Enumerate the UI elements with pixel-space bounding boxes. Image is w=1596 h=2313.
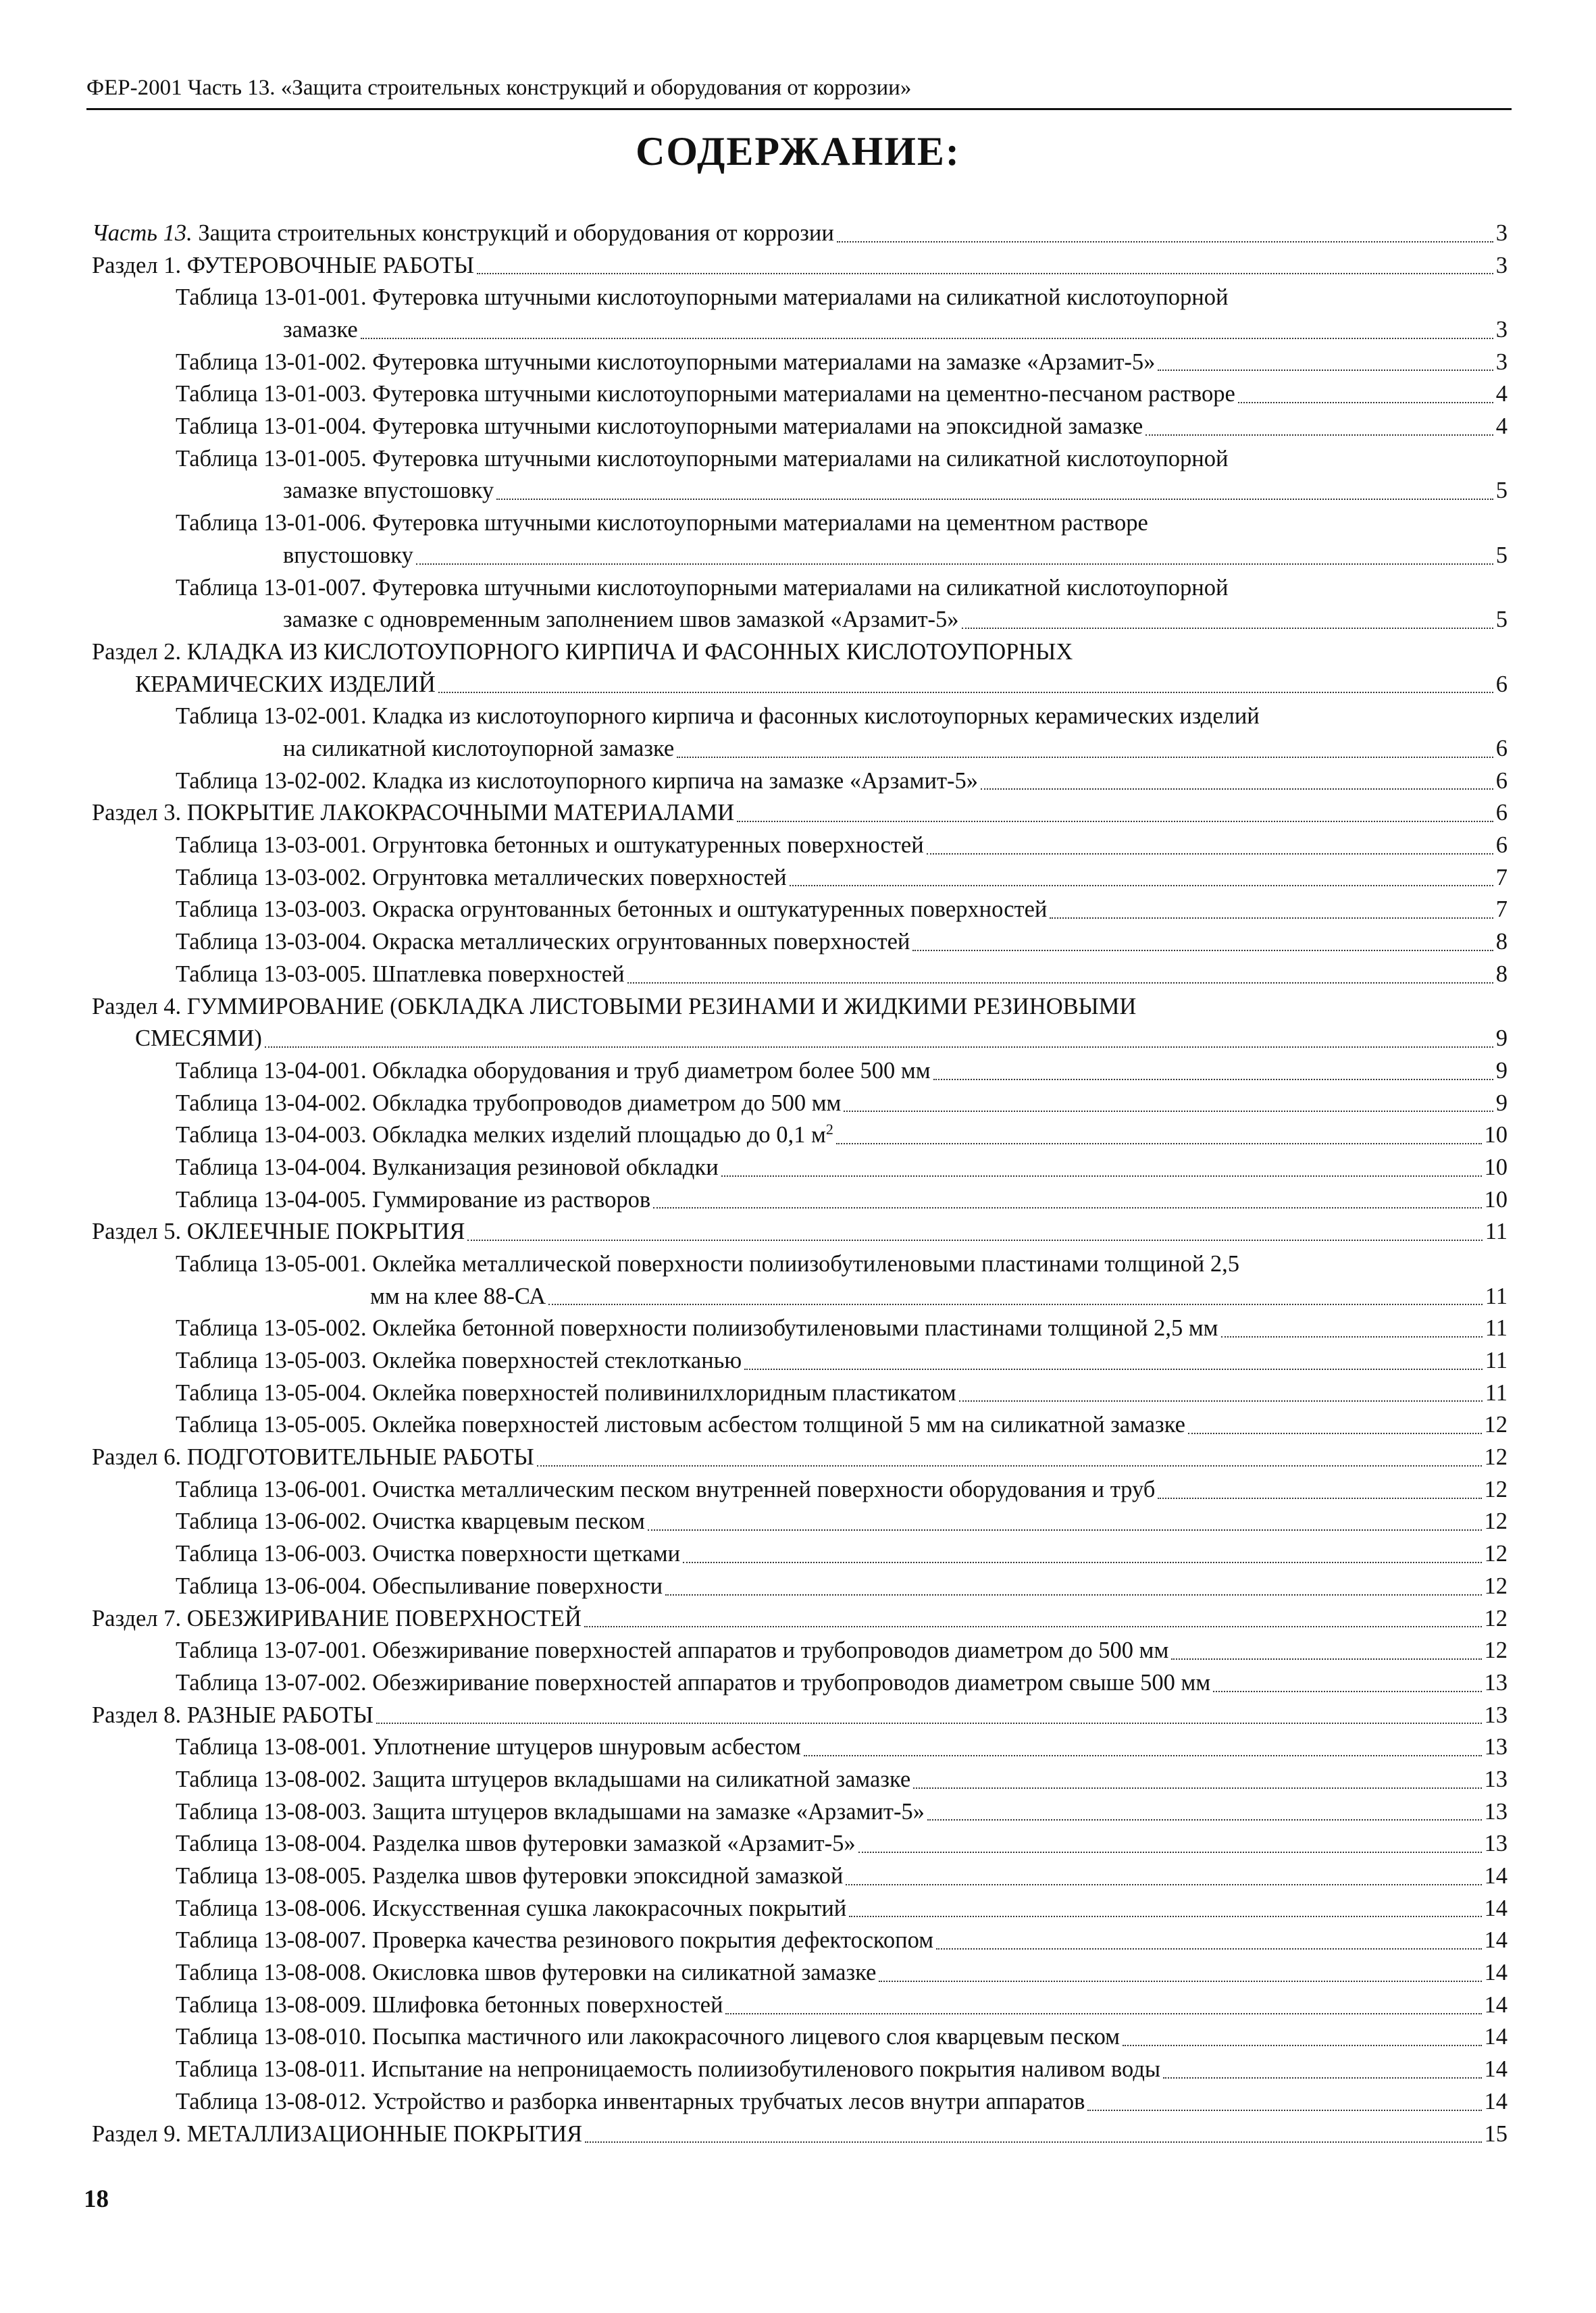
dot-leader	[1158, 1498, 1481, 1499]
toc-entry-label: СМЕСЯМИ)	[135, 1025, 262, 1052]
toc-table-13-05-002[interactable]	[92, 1313, 1508, 1345]
toc-entry-label: Таблица 13-01-002. Футеровка штучными кислотоупорными материалами на замазке «Арзамит-5»	[176, 349, 1156, 375]
table-of-contents	[92, 218, 1508, 2150]
page-ref: 13	[1484, 1766, 1508, 1792]
part-title: Защита строительных конструкций и оборудования от коррозии	[192, 220, 834, 246]
toc-section-1[interactable]	[92, 250, 1508, 282]
page-ref: 11	[1485, 1219, 1508, 1245]
toc-table-13-03-005[interactable]	[92, 959, 1508, 991]
toc-entry-label: КЕРАМИЧЕСКИХ ИЗДЕЛИЙ	[135, 671, 436, 697]
toc-table-13-01-001-line2[interactable]	[92, 314, 1508, 347]
page-ref: 5	[1495, 542, 1508, 568]
toc-table-13-01-004[interactable]	[92, 411, 1508, 443]
toc-table-13-08-010[interactable]	[92, 2022, 1508, 2054]
dot-leader	[1221, 1336, 1483, 1338]
toc-entry-label: Таблица 13-08-005. Разделка швов футеровки эпоксидной замазкой	[176, 1863, 844, 1889]
toc-table-13-03-002[interactable]	[92, 862, 1508, 894]
page-ref: 7	[1495, 864, 1508, 890]
page-number: 18	[84, 2185, 109, 2213]
toc-entry-label: Таблица 13-08-002. Защита штуцеров вкладышами на силикатной замазке	[176, 1766, 911, 1792]
page-ref: 14	[1484, 1960, 1508, 1986]
page-title: СОДЕРЖАНИЕ:	[636, 129, 960, 174]
page-ref: 6	[1495, 735, 1508, 761]
toc-section-3[interactable]	[92, 797, 1508, 830]
page-ref: 11	[1485, 1348, 1508, 1374]
dot-leader	[846, 1884, 1481, 1885]
dot-leader	[962, 628, 1493, 629]
dot-leader	[1171, 1658, 1481, 1660]
toc-table-13-08-007[interactable]	[92, 1925, 1508, 1957]
toc-entry-label: Таблица 13-05-002. Оклейка бетонной поверхности полиизобутиленовыми пластинами толщиной 2,5 мм	[176, 1315, 1218, 1342]
toc-table-13-02-001-line1[interactable]	[92, 701, 1508, 733]
toc-table-13-07-001[interactable]	[92, 1635, 1508, 1667]
dot-leader	[665, 1594, 1481, 1596]
toc-table-13-04-002[interactable]	[92, 1088, 1508, 1120]
page-ref: 9	[1495, 1025, 1508, 1052]
dot-leader	[844, 1111, 1493, 1112]
dot-leader	[912, 950, 1493, 951]
page-ref: 4	[1495, 381, 1508, 407]
page-ref: 14	[1484, 2088, 1508, 2114]
page-ref: 3	[1495, 349, 1508, 375]
page-ref: 13	[1484, 1734, 1508, 1760]
toc-section-7[interactable]	[92, 1603, 1508, 1635]
toc-entry-label: Таблица 13-08-008. Окисловка швов футеровки на силикатной замазке	[176, 1960, 877, 1986]
toc-entry-label: Раздел 4. ГУММИРОВАНИЕ (ОБКЛАДКА ЛИСТОВЫМИ РЕЗИНАМИ И ЖИДКИМИ РЕЗИНОВЫМИ	[92, 993, 1137, 1019]
toc-section-6[interactable]	[92, 1442, 1508, 1474]
page-ref: 8	[1495, 929, 1508, 955]
toc-table-13-05-001-line1[interactable]	[92, 1248, 1508, 1281]
page-ref: 6	[1495, 800, 1508, 826]
toc-section-2-line2[interactable]	[92, 669, 1508, 701]
toc-entry-label: Раздел 8. РАЗНЫЕ РАБОТЫ	[92, 1702, 374, 1728]
toc-table-13-03-004[interactable]	[92, 926, 1508, 959]
dot-leader	[721, 1175, 1482, 1177]
page-ref: 5	[1495, 478, 1508, 504]
toc-entry-label: замазке впустошовку	[283, 478, 494, 504]
part-prefix: Часть 13.	[92, 220, 192, 246]
page-ref: 12	[1484, 1573, 1508, 1599]
page-ref: 11	[1485, 1315, 1508, 1342]
page-ref: 13	[1484, 1831, 1508, 1857]
toc-table-13-08-008[interactable]	[92, 1957, 1508, 1989]
toc-entry-label: Таблица 13-05-001. Оклейка металлической поверхности полиизобутиленовыми пластинами толщиной 2,5	[176, 1251, 1239, 1277]
dot-leader	[1238, 402, 1493, 403]
page-ref: 6	[1495, 767, 1508, 794]
dot-leader	[1188, 1433, 1482, 1434]
toc-table-13-01-005-line1[interactable]	[92, 443, 1508, 476]
page-ref: 3	[1495, 252, 1508, 278]
dot-leader	[361, 338, 1493, 339]
toc-table-13-01-003[interactable]	[92, 378, 1508, 411]
dot-leader	[585, 2141, 1481, 2143]
toc-section-5[interactable]	[92, 1216, 1508, 1248]
toc-entry-label: Таблица 13-01-006. Футеровка штучными кислотоупорными материалами на цементном растворе	[176, 510, 1148, 536]
toc-entry-label: Раздел 3. ПОКРЫТИЕ ЛАКОКРАСОЧНЫМИ МАТЕРИАЛАМИ	[92, 800, 735, 826]
dot-leader	[725, 2013, 1481, 2014]
toc-entry-label: Таблица 13-04-001. Обкладка оборудования и труб диаметром более 500 мм	[176, 1057, 931, 1084]
toc-table-13-08-006[interactable]	[92, 1893, 1508, 1925]
toc-section-4-line2[interactable]	[92, 1023, 1508, 1055]
toc-table-13-01-002[interactable]	[92, 347, 1508, 379]
page-ref: 3	[1495, 317, 1508, 343]
toc-entry-label: Таблица 13-06-004. Обеспыливание поверхности	[176, 1573, 663, 1599]
dot-leader	[744, 1369, 1483, 1370]
dot-leader	[1145, 434, 1493, 436]
page-ref: 10	[1484, 1154, 1508, 1180]
page-ref: 14	[1484, 1991, 1508, 2018]
toc-entry-label: Таблица 13-08-004. Разделка швов футеровки замазкой «Арзамит-5»	[176, 1831, 856, 1857]
page-ref: 14	[1484, 1863, 1508, 1889]
page-ref: 14	[1484, 1927, 1508, 1954]
toc-table-13-06-004[interactable]	[92, 1571, 1508, 1603]
toc-table-13-08-001[interactable]	[92, 1731, 1508, 1764]
dot-leader	[790, 885, 1493, 886]
toc-table-13-04-004[interactable]	[92, 1152, 1508, 1184]
toc-table-13-03-003[interactable]	[92, 894, 1508, 926]
toc-section-4-line1[interactable]	[92, 991, 1508, 1023]
toc-entry-label: Таблица 13-03-004. Окраска металлических огрунтованных поверхностей	[176, 929, 910, 955]
page-ref: 12	[1484, 1476, 1508, 1502]
toc-entry-label: замазке	[283, 317, 358, 343]
page-ref: 12	[1484, 1444, 1508, 1471]
toc-entry-label: мм на клее 88-СА	[370, 1283, 546, 1309]
toc-entry-label: Таблица 13-08-007. Проверка качества резинового покрытия дефектоскопом	[176, 1927, 934, 1954]
toc-table-13-01-007-line2[interactable]	[92, 604, 1508, 636]
page-ref: 12	[1484, 1605, 1508, 1631]
toc-entry-label: впустошовку	[283, 542, 413, 568]
toc-entry-label: Таблица 13-04-004. Вулканизация резиновой обкладки	[176, 1154, 719, 1180]
dot-leader	[1123, 2045, 1482, 2046]
dot-leader	[927, 853, 1493, 855]
toc-table-13-05-005[interactable]	[92, 1409, 1508, 1442]
page-ref: 14	[1484, 2056, 1508, 2083]
dot-leader	[936, 1948, 1481, 1950]
dot-leader	[416, 563, 1493, 565]
page-ref: 12	[1484, 1508, 1508, 1535]
toc-table-13-05-001-line2[interactable]	[92, 1281, 1508, 1313]
toc-entry-label: Таблица 13-01-004. Футеровка штучными кислотоупорными материалами на эпоксидной замазке	[176, 413, 1143, 440]
dot-leader	[933, 1079, 1493, 1080]
dot-leader	[653, 1207, 1481, 1209]
page-ref: 9	[1495, 1057, 1508, 1084]
toc-table-13-05-004[interactable]	[92, 1377, 1508, 1410]
dot-leader	[677, 757, 1493, 758]
dot-leader	[648, 1529, 1482, 1531]
page-ref: 6	[1495, 832, 1508, 859]
page-ref: 15	[1484, 2120, 1508, 2147]
page-ref: 10	[1484, 1186, 1508, 1213]
dot-leader	[537, 1465, 1482, 1467]
page-ref: 11	[1485, 1283, 1508, 1309]
toc-table-13-02-001-line2[interactable]	[92, 733, 1508, 765]
toc-entry-label: Раздел 7. ОБЕЗЖИРИВАНИЕ ПОВЕРХНОСТЕЙ	[92, 1605, 582, 1631]
toc-entry-label: Таблица 13-08-009. Шлифовка бетонных поверхностей	[176, 1991, 723, 2018]
toc-entry-label: на силикатной кислотоупорной замазке	[283, 735, 675, 761]
dot-leader	[438, 692, 1493, 693]
toc-table-13-01-006-line2[interactable]	[92, 540, 1508, 572]
dot-leader	[913, 1787, 1481, 1789]
toc-section-2-line1[interactable]	[92, 636, 1508, 669]
toc-entry-label: Таблица 13-01-007. Футеровка штучными кислотоупорными материалами на силикатной кислотоупорной	[176, 574, 1229, 601]
toc-table-13-08-012[interactable]	[92, 2086, 1508, 2118]
toc-entry-label: Таблица 13-06-001. Очистка металлическим песком внутренней поверхности оборудования и труб	[176, 1476, 1156, 1502]
page-ref: 6	[1495, 671, 1508, 697]
toc-entry-label: Таблица 13-08-001. Уплотнение штуцеров шнуровым асбестом	[176, 1734, 801, 1760]
dot-leader	[496, 499, 1493, 500]
page-ref: 10	[1484, 1122, 1508, 1148]
toc-entry-label: Таблица 13-05-003. Оклейка поверхностей стеклотканью	[176, 1348, 742, 1374]
dot-leader	[737, 821, 1493, 822]
toc-entry-label: Таблица 13-06-003. Очистка поверхности щетками	[176, 1541, 681, 1567]
toc-entry-label	[176, 1119, 833, 1152]
toc-table-13-01-007-line1[interactable]	[92, 572, 1508, 605]
dot-leader	[265, 1046, 1493, 1048]
toc-table-13-04-005[interactable]	[92, 1184, 1508, 1217]
toc-table-13-05-003[interactable]	[92, 1345, 1508, 1377]
dot-leader	[467, 1240, 1482, 1241]
toc-entry-label: Таблица 13-03-002. Огрунтовка металлических поверхностей	[176, 864, 787, 890]
dot-leader	[584, 1626, 1482, 1627]
page-ref: 12	[1484, 1637, 1508, 1664]
toc-table-13-04-001[interactable]	[92, 1055, 1508, 1088]
toc-entry-label: Таблица 13-07-001. Обезжиривание поверхностей аппаратов и трубопроводов диаметром до 500 мм	[176, 1637, 1169, 1664]
toc-table-13-01-005-line2[interactable]	[92, 476, 1508, 508]
toc-entry-label: Таблица 13-04-005. Гуммирование из растворов	[176, 1186, 651, 1213]
dot-leader	[1213, 1691, 1481, 1692]
toc-entry-label: Таблица 13-02-001. Кладка из кислотоупорного кирпича и фасонных кислотоупорных керамических изделий	[176, 703, 1260, 730]
toc-entry-label: Раздел 2. КЛАДКА ИЗ КИСЛОТОУПОРНОГО КИРПИЧА И ФАСОННЫХ КИСЛОТОУПОРНЫХ	[92, 638, 1073, 665]
toc-entry-label: Таблица 13-08-010. Посыпка мастичного или лакокрасочного лицевого слоя кварцевым песком	[176, 2024, 1120, 2050]
toc-entry-label: Таблица 13-01-003. Футеровка штучными кислотоупорными материалами на цементно-песчаном растворе	[176, 381, 1235, 407]
dot-leader	[1050, 917, 1493, 919]
toc-entry-label: Таблица 13-07-002. Обезжиривание поверхностей аппаратов и трубопроводов диаметром свыше 500 мм	[176, 1669, 1211, 1696]
page-ref: 13	[1484, 1702, 1508, 1728]
toc-entry-label: Таблица 13-08-012. Устройство и разборка инвентарных трубчатых лесов внутри аппаратов	[176, 2088, 1085, 2114]
toc-entry-label: Таблица 13-03-005. Шпатлевка поверхностей	[176, 961, 625, 987]
page-ref: 4	[1495, 413, 1508, 440]
toc-table-13-08-009[interactable]	[92, 1989, 1508, 2022]
toc-entry-label: Таблица 13-01-001. Футеровка штучными кислотоупорными материалами на силикатной кислотоупорной	[176, 284, 1229, 311]
toc-entry-part-13[interactable]	[92, 218, 1508, 250]
dot-leader	[804, 1755, 1482, 1756]
dot-leader	[879, 1981, 1481, 1982]
toc-entry-label: Таблица 13-08-003. Защита штуцеров вкладышами на замазке «Арзамит-5»	[176, 1798, 925, 1825]
toc-entry-label: замазке с одновременным заполнением швов замазкой «Арзамит-5»	[283, 607, 959, 633]
dot-leader	[1163, 2077, 1481, 2079]
toc-entry-label: Таблица 13-03-003. Окраска огрунтованных бетонных и оштукатуренных поверхностей	[176, 896, 1048, 923]
toc-entry-label: Раздел 1. ФУТЕРОВОЧНЫЕ РАБОТЫ	[92, 252, 474, 278]
toc-table-13-03-001[interactable]	[92, 830, 1508, 862]
dot-leader	[1087, 2110, 1481, 2111]
toc-entry-label: Раздел 5. ОКЛЕЕЧНЫЕ ПОКРЫТИЯ	[92, 1219, 465, 1245]
dot-leader	[683, 1562, 1481, 1563]
dot-leader	[981, 788, 1493, 790]
page-ref: 7	[1495, 896, 1508, 923]
dot-leader	[627, 982, 1493, 984]
page-ref: 9	[1495, 1090, 1508, 1116]
toc-entry-label: Таблица 13-05-004. Оклейка поверхностей поливинилхлоридным пластикатом	[176, 1379, 956, 1406]
toc-table-13-06-001[interactable]	[92, 1474, 1508, 1506]
dot-leader	[858, 1852, 1482, 1853]
page-ref: 8	[1495, 961, 1508, 987]
toc-entry-label	[92, 218, 834, 250]
running-header: ФЕР-2001 Часть 13. «Защита строительных конструкций и оборудования от коррозии»	[86, 73, 1512, 110]
page-ref: 13	[1484, 1669, 1508, 1696]
toc-entry-label: Таблица 13-08-011. Испытание на непроницаемость полиизобутиленового покрытия наливом воды	[176, 2056, 1161, 2083]
dot-leader	[836, 1143, 1482, 1144]
toc-entry-label: Раздел 6. ПОДГОТОВИТЕЛЬНЫЕ РАБОТЫ	[92, 1444, 534, 1471]
toc-entry-label: Таблица 13-05-005. Оклейка поверхностей листовым асбестом толщиной 5 мм на силикатной замазке	[176, 1412, 1185, 1438]
toc-table-13-08-004[interactable]	[92, 1828, 1508, 1860]
dot-leader	[837, 241, 1493, 243]
toc-table-13-07-002[interactable]	[92, 1667, 1508, 1700]
toc-entry-label: Таблица 13-02-002. Кладка из кислотоупорного кирпича на замазке «Арзамит-5»	[176, 767, 979, 794]
toc-section-9[interactable]	[92, 2118, 1508, 2151]
toc-table-13-08-002[interactable]	[92, 1764, 1508, 1796]
page-ref: 5	[1495, 607, 1508, 633]
toc-entry-label: Таблица 13-06-002. Очистка кварцевым песком	[176, 1508, 645, 1535]
dot-leader	[477, 273, 1493, 274]
page-ref: 13	[1484, 1798, 1508, 1825]
toc-table-13-04-003[interactable]	[92, 1119, 1508, 1152]
toc-table-13-06-003[interactable]	[92, 1538, 1508, 1571]
page-ref: 12	[1484, 1541, 1508, 1567]
toc-section-8[interactable]	[92, 1700, 1508, 1732]
toc-table-13-02-002[interactable]	[92, 765, 1508, 798]
toc-table-13-01-006-line1[interactable]	[92, 507, 1508, 540]
page-ref: 11	[1485, 1379, 1508, 1406]
toc-table-13-06-002[interactable]	[92, 1506, 1508, 1539]
toc-entry-label: Таблица 13-04-002. Обкладка трубопроводов диаметром до 500 мм	[176, 1090, 842, 1116]
superscript: 2	[825, 1121, 833, 1138]
page-ref: 14	[1484, 1895, 1508, 1921]
toc-entry-label: Таблица 13-08-006. Искусственная сушка лакокрасочных покрытий	[176, 1895, 847, 1921]
toc-entry-label: Раздел 9. МЕТАЛЛИЗАЦИОННЫЕ ПОКРЫТИЯ	[92, 2120, 583, 2147]
dot-leader	[376, 1723, 1482, 1724]
toc-table-13-08-011[interactable]	[92, 2054, 1508, 2086]
toc-table-13-01-001-line1[interactable]	[92, 282, 1508, 314]
dot-leader	[849, 1916, 1481, 1917]
toc-entry-text: Таблица 13-04-003. Обкладка мелких изделий площадью до 0,1 м	[176, 1122, 826, 1148]
toc-table-13-08-005[interactable]	[92, 1860, 1508, 1893]
dot-leader	[1158, 370, 1493, 371]
toc-entry-label: Таблица 13-01-005. Футеровка штучными кислотоупорными материалами на силикатной кислотоупорной	[176, 445, 1229, 472]
dot-leader	[548, 1304, 1483, 1305]
page-ref: 12	[1484, 1412, 1508, 1438]
page-ref: 3	[1495, 220, 1508, 246]
dot-leader	[927, 1819, 1482, 1821]
toc-table-13-08-003[interactable]	[92, 1796, 1508, 1829]
page-ref: 14	[1484, 2024, 1508, 2050]
dot-leader	[959, 1400, 1483, 1402]
toc-entry-label: Таблица 13-03-001. Огрунтовка бетонных и оштукатуренных поверхностей	[176, 832, 924, 859]
